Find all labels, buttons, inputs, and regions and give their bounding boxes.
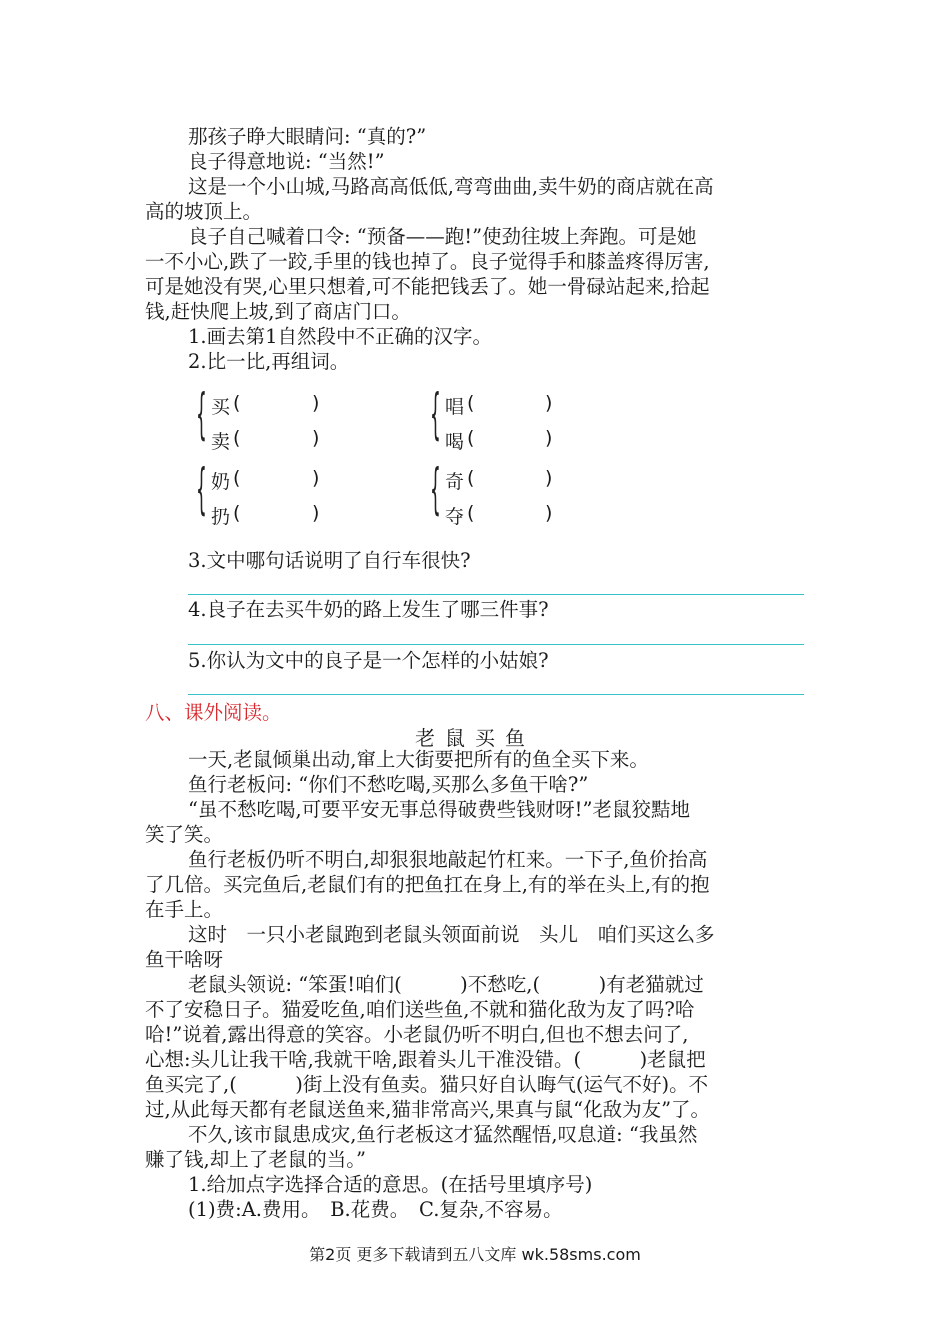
story-line: 赚了钱,却上了老鼠的当。” <box>145 1148 366 1171</box>
compare-char: 夺 <box>445 506 465 528</box>
brace-icon: { <box>430 384 441 449</box>
story-line: 鱼行老板仍听不明白,却狠狠地敲起竹杠来。一下子,鱼价抬高 <box>188 848 708 871</box>
paren-close: ) <box>545 427 553 449</box>
compare-char: 卖 <box>211 431 231 453</box>
question-5: 5.你认为文中的良子是一个怎样的小姑娘? <box>188 649 549 672</box>
passage-line: 高的坡顶上。 <box>145 200 263 223</box>
story-line: 过,从此每天都有老鼠送鱼来,猫非常高兴,果真与鼠“化敌为友”了。 <box>145 1098 711 1121</box>
story-line: 不了安稳日子。猫爱吃鱼,咱们送些鱼,不就和猫化敌为友了吗?哈 <box>145 998 695 1021</box>
paren-close: ) <box>545 502 553 524</box>
compare-char: 扔 <box>211 506 231 528</box>
brace-icon: { <box>430 459 441 524</box>
page-footer: 第2页 更多下载请到五八文库 wk.58sms.com <box>309 1245 641 1264</box>
story-question-1: 1.给加点字选择合适的意思。(在括号里填序号) <box>188 1173 593 1196</box>
story-line: 哈!”说着,露出得意的笑容。小老鼠仍听不明白,但也不想去问了, <box>145 1023 689 1046</box>
passage-line: 可是她没有哭,心里只想着,可不能把钱丢了。她一骨碌站起来,拾起 <box>145 275 710 298</box>
paren-close: ) <box>312 427 320 449</box>
question-1: 1.画去第1自然段中不正确的汉字。 <box>188 325 493 348</box>
paren-open: ( <box>233 467 241 489</box>
compare-char: 唱 <box>445 396 465 418</box>
paren-open: ( <box>467 392 475 414</box>
word-input[interactable] <box>245 502 309 526</box>
story-line: 了几倍。买完鱼后,老鼠们有的把鱼扛在身上,有的举在头上,有的抱 <box>145 873 710 896</box>
answer-line[interactable] <box>188 644 804 645</box>
story-title: 老鼠买鱼 <box>415 726 535 750</box>
brace-icon: { <box>196 384 207 449</box>
paren-open: ( <box>467 427 475 449</box>
compare-char: 奶 <box>211 471 231 493</box>
story-line: “虽不愁吃喝,可要平安无事总得破费些钱财呀!”老鼠狡黠地 <box>188 798 690 821</box>
passage-line: 钱,赶快爬上坡,到了商店门口。 <box>145 300 411 323</box>
compare-char: 买 <box>211 396 231 418</box>
answer-line[interactable] <box>188 694 804 695</box>
passage-line: 那孩子睁大眼睛问: “真的?” <box>188 125 427 148</box>
story-line: 鱼行老板问: “你们不愁吃喝,买那么多鱼干啥?” <box>188 773 589 796</box>
compare-char: 喝 <box>445 431 465 453</box>
word-input[interactable] <box>245 427 309 451</box>
story-line: 鱼买完了,( )街上没有鱼卖。猫只好自认晦气(运气不好)。不 <box>145 1073 709 1096</box>
paren-open: ( <box>467 467 475 489</box>
question-4: 4.良子在去买牛奶的路上发生了哪三件事? <box>188 598 549 621</box>
compare-char: 奇 <box>445 471 465 493</box>
paren-close: ) <box>545 467 553 489</box>
story-line: 心想:头儿让我干啥,我就干啥,跟着头儿干准没错。( )老鼠把 <box>145 1048 706 1071</box>
word-input[interactable] <box>245 467 309 491</box>
brace-icon: { <box>196 459 207 524</box>
paren-open: ( <box>233 392 241 414</box>
paren-open: ( <box>233 427 241 449</box>
passage-line: 一不小心,跌了一跤,手里的钱也掉了。良子觉得手和膝盖疼得厉害, <box>145 250 710 273</box>
paren-open: ( <box>233 502 241 524</box>
story-line: 在手上。 <box>145 898 224 921</box>
story-question-1-item: (1)费:A.费用。 B.花费。 C.复杂,不容易。 <box>188 1198 563 1221</box>
word-input[interactable] <box>479 427 543 451</box>
passage-line: 良子自己喊着口令: “预备——跑!”使劲往坡上奔跑。可是她 <box>188 225 697 248</box>
paren-close: ) <box>312 502 320 524</box>
paren-close: ) <box>312 392 320 414</box>
section-heading: 八、课外阅读。 <box>145 701 282 724</box>
paren-close: ) <box>312 467 320 489</box>
paren-close: ) <box>545 392 553 414</box>
word-input[interactable] <box>245 392 309 416</box>
story-line: 笑了笑。 <box>145 823 224 846</box>
passage-line: 良子得意地说: “当然!” <box>188 150 385 173</box>
story-line: 鱼干啥呀 <box>145 948 224 971</box>
story-line: 不久,该市鼠患成灾,鱼行老板这才猛然醒悟,叹息道: “我虽然 <box>188 1123 698 1146</box>
question-2: 2.比一比,再组词。 <box>188 350 350 373</box>
passage-line: 这是一个小山城,马路高高低低,弯弯曲曲,卖牛奶的商店就在高 <box>188 175 714 198</box>
story-line: 老鼠头领说: “笨蛋!咱们( )不愁吃,( )有老猫就过 <box>188 973 704 996</box>
word-input[interactable] <box>479 502 543 526</box>
word-input[interactable] <box>479 467 543 491</box>
answer-line[interactable] <box>188 594 804 595</box>
story-line: 这时 一只小老鼠跑到老鼠头领面前说 头儿 咱们买这么多 <box>188 923 715 946</box>
question-3: 3.文中哪句话说明了自行车很快? <box>188 549 471 572</box>
paren-open: ( <box>467 502 475 524</box>
story-line: 一天,老鼠倾巢出动,窜上大街要把所有的鱼全买下来。 <box>188 748 649 771</box>
word-input[interactable] <box>479 392 543 416</box>
